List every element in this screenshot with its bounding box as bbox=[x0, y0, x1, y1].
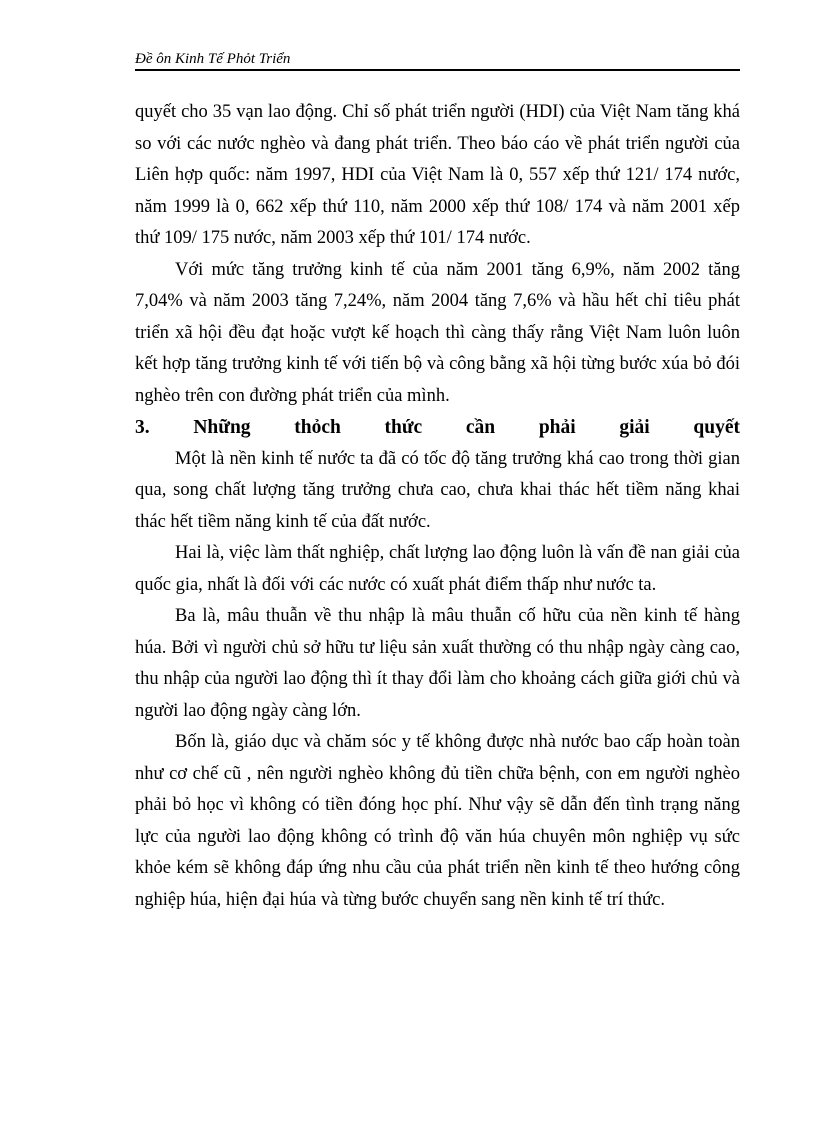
paragraph-challenge-2: Hai là, việc làm thất nghiệp, chất lượng lao động luôn là vấn đề nan giải của quốc gia, nhất là đối với các nước có xuất phát điểm thấp như nước ta. bbox=[135, 543, 740, 595]
paragraph-challenge-4: Bốn là, giáo dục và chăm sóc y tế không được nhà nước bao cấp hoàn toàn như cơ chế cũ , nên người nghèo không đủ tiền chữa bệnh, con em người nghèo phải bỏ học vì không có tiền đóng học phí. Như vậy sẽ dẫn đến tình trạng năng lực của người lao động không có trình độ văn húa chuyên môn nghiệp vụ sức khỏe kém sẽ không đáp ứng nhu cầu của phát triển nền kinh tế theo hướng công nghiệp húa, hiện đại húa và từng bước chuyển sang nền kinh tế trí thức. bbox=[135, 732, 740, 910]
paragraph-challenge-1: Một là nền kinh tế nước ta đã có tốc độ tăng trưởng khá cao trong thời gian qua, song chất lượng tăng trưởng chưa cao, chưa khai thác hết tiềm năng khai thác hết tiềm năng kinh tế của đất nước. bbox=[135, 448, 740, 532]
section-heading: 3. Những thỏch thức cần phải giải quyết bbox=[135, 417, 740, 438]
paragraph-growth: Với mức tăng trưởng kinh tế của năm 2001 tăng 6,9%, năm 2002 tăng 7,04% và năm 2003 tăng 7,24%, năm 2004 tăng 7,6% và hầu hết chỉ tiêu phát triển xã hội đều đạt hoặc vượt kế hoạch thì càng thấy rằng Việt Nam luôn luôn kết hợp tăng trưởng kinh tế với tiến bộ và công bằng xã hội từng bước xúa bỏ đói nghèo trên con đường phát triển của mình. bbox=[135, 259, 740, 406]
page-header: Đề ôn Kinh Tế Phỏt Triển bbox=[135, 51, 291, 67]
paragraph-challenge-3: Ba là, mâu thuẫn về thu nhập là mâu thuẫn cố hữu của nền kinh tế hàng húa. Bởi vì người chủ sở hữu tư liệu sản xuất thường có thu nhập ngày càng cao, thu nhập của người lao động thì ít thay đổi làm cho khoảng cách giữa giới chủ và người lao động ngày càng lớn. bbox=[135, 606, 740, 721]
header-divider bbox=[135, 69, 740, 71]
paragraph-hdi: quyết cho 35 vạn lao động. Chỉ số phát triển người (HDI) của Việt Nam tăng khá so với các nước nghèo và đang phát triển. Theo báo cáo về phát triển người của Liên hợp quốc: năm 1997, HDI của Việt Nam là 0, 557 xếp thứ 121/ 174 nước, năm 1999 là 0, 662 xếp thứ 110, năm 2000 xếp thứ 108/ 174 và năm 2001 xếp thứ 109/ 175 nước, năm 2003 xếp thứ 101/ 174 nước. bbox=[135, 102, 740, 248]
document-body bbox=[135, 97, 740, 916]
